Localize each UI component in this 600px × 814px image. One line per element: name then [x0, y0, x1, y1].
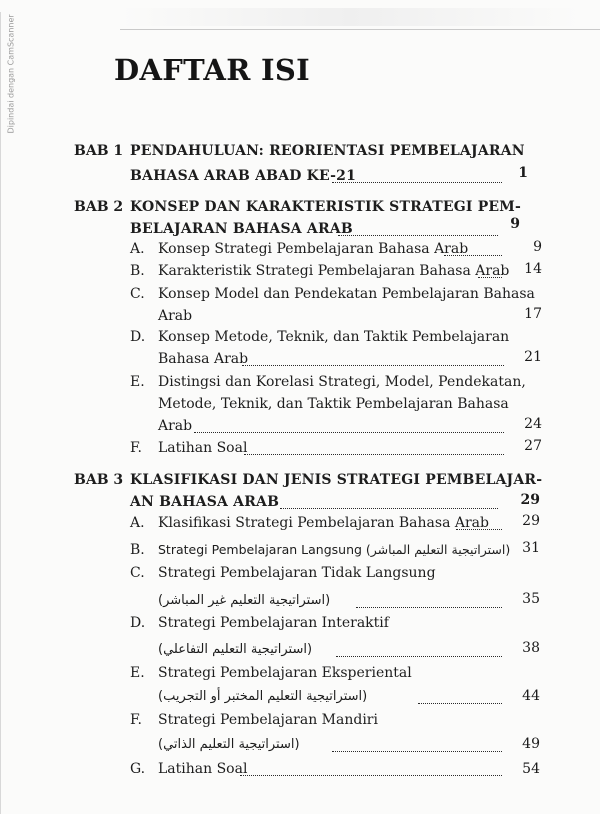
dot-leader — [336, 655, 502, 657]
dot-leader — [356, 606, 502, 608]
section-letter: A. — [130, 515, 145, 531]
chapter-title-line[interactable]: AN BAHASA ARAB — [130, 494, 280, 510]
page-number: 35 — [522, 591, 540, 607]
page-number: 17 — [524, 306, 542, 322]
dot-leader — [244, 453, 504, 455]
section-title-line[interactable]: Konsep Model dan Pendekatan Pembelajaran Bahasa — [158, 286, 535, 302]
dot-leader — [280, 507, 498, 509]
section-title-line[interactable]: Latihan Soal — [158, 761, 248, 777]
section-title-line[interactable]: Strategi Pembelajaran Tidak Langsung — [158, 565, 436, 581]
section-title-line[interactable]: (استراتيجية التعليم المختبر أو التجريب) — [158, 689, 368, 704]
section-title-line[interactable]: Distingsi dan Korelasi Strategi, Model, Pendekatan, — [158, 374, 526, 390]
page-number: 9 — [533, 239, 542, 255]
section-letter: F. — [130, 712, 142, 728]
dot-leader — [418, 702, 502, 704]
section-letter: E. — [130, 665, 145, 681]
section-title-line[interactable]: Strategi Pembelajaran Eksperiental — [158, 665, 412, 681]
chapter-title-line[interactable]: KONSEP DAN KARAKTERISTIK STRATEGI PEM- — [130, 199, 521, 215]
page-number: 9 — [510, 216, 520, 232]
section-title-line[interactable]: Karakteristik Strategi Pembelajaran Bahasa Arab — [158, 263, 510, 279]
section-title-line[interactable]: Klasifikasi Strategi Pembelajaran Bahasa Arab — [158, 515, 489, 531]
page-number: 44 — [522, 688, 540, 704]
section-letter: G. — [130, 761, 146, 777]
chapter-title-line[interactable]: BELAJARAN BAHASA ARAB — [130, 221, 353, 237]
section-title-line[interactable]: Konsep Strategi Pembelajaran Bahasa Arab — [158, 241, 469, 257]
dot-leader — [456, 528, 502, 530]
section-letter: A. — [130, 241, 145, 257]
section-letter: F. — [130, 440, 142, 456]
section-title-line[interactable]: Konsep Metode, Teknik, dan Taktik Pembelajaran — [158, 329, 510, 345]
page-title: DAFTAR ISI — [114, 53, 311, 88]
page-number: 27 — [524, 438, 542, 454]
section-letter: B. — [130, 263, 145, 279]
section-letter: B. — [130, 542, 145, 558]
scanner-watermark: Dipindai dengan CamScanner — [6, 14, 16, 134]
chapter-number: BAB 3 — [74, 472, 124, 488]
chapter-title-line[interactable]: KLASIFIKASI DAN JENIS STRATEGI PEMBELAJAR- — [130, 472, 543, 488]
section-title-line[interactable]: Strategi Pembelajaran Mandiri — [158, 712, 378, 728]
section-title-line[interactable]: (استراتيجية التعليم الذاتي) — [158, 737, 300, 752]
section-title-line[interactable]: Arab — [158, 308, 193, 324]
chapter-title-line[interactable]: BAHASA ARAB ABAD KE-21 — [130, 168, 357, 184]
section-title-line[interactable]: (استراتيجية التعليم غير المباشر) — [158, 593, 331, 608]
section-letter: C. — [130, 565, 145, 581]
section-letter: D. — [130, 329, 146, 345]
dot-leader — [338, 234, 498, 236]
dot-leader — [332, 750, 502, 752]
section-letter: D. — [130, 615, 146, 631]
chapter-title-line[interactable]: PENDAHULUAN: REORIENTASI PEMBELAJARAN — [130, 143, 525, 159]
section-title-line[interactable]: Bahasa Arab — [158, 351, 249, 367]
page-number: 38 — [522, 640, 540, 656]
dot-leader — [242, 364, 504, 366]
page-number: 54 — [522, 761, 540, 777]
page-number: 24 — [524, 416, 542, 432]
page-number: 21 — [524, 349, 542, 365]
section-title-line[interactable]: Strategi Pembelajaran Langsung (استراتيجية التعليم المباشر) — [158, 542, 511, 557]
section-title-line[interactable]: Arab — [158, 418, 193, 434]
section-title-line[interactable]: Metode, Teknik, dan Taktik Pembelajaran Bahasa — [158, 396, 509, 412]
section-title-line[interactable]: Latihan Soal — [158, 440, 248, 456]
section-letter: C. — [130, 286, 145, 302]
page-number: 14 — [524, 261, 542, 277]
dot-leader — [332, 181, 502, 183]
dot-leader — [444, 254, 502, 256]
dot-leader — [478, 276, 502, 278]
section-letter: E. — [130, 374, 145, 390]
page-number: 1 — [518, 165, 528, 181]
section-title-line[interactable]: Strategi Pembelajaran Interaktif — [158, 615, 389, 631]
dot-leader — [240, 774, 502, 776]
page-number: 49 — [522, 736, 540, 752]
page-number: 31 — [522, 540, 540, 556]
page-number: 29 — [522, 513, 540, 529]
dot-leader — [194, 431, 504, 433]
page-number: 29 — [520, 492, 540, 508]
section-title-line[interactable]: (استراتيجية التعليم التفاعلي) — [158, 642, 313, 657]
chapter-number: BAB 1 — [74, 143, 124, 159]
chapter-number: BAB 2 — [74, 199, 124, 215]
